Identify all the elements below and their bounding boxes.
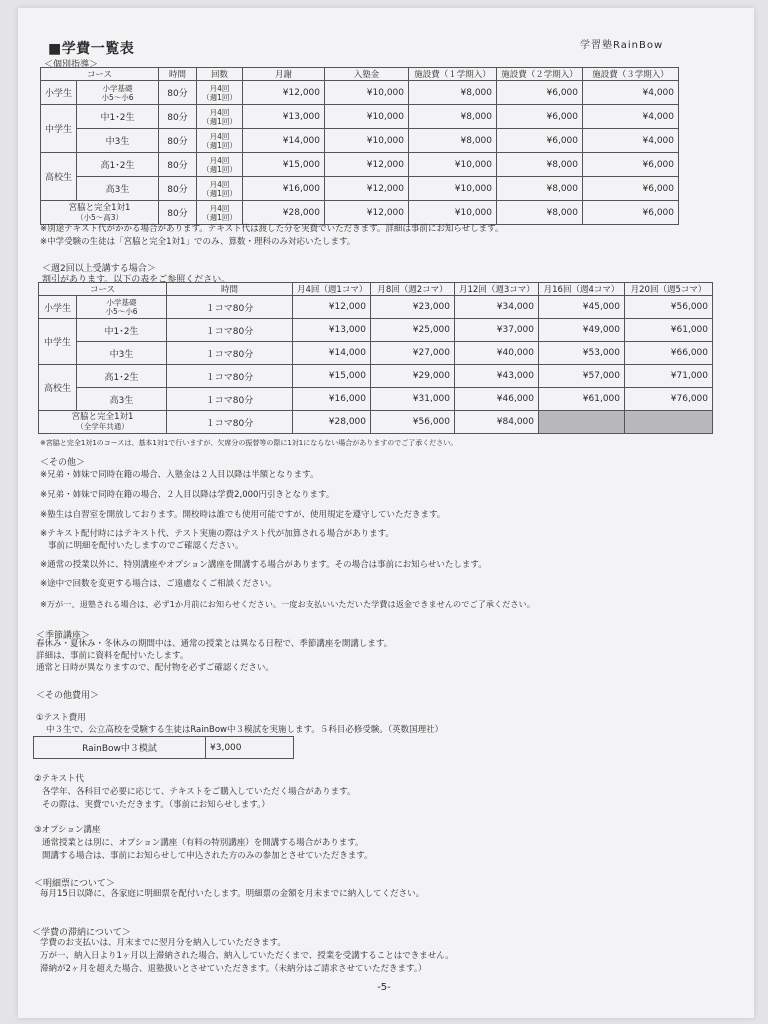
- statement-heading: ＜明細票について＞: [34, 879, 115, 889]
- table-row: 小学生 小学基礎 小5～小6 １コマ80分 ¥12,000 ¥23,000 ¥34,000 ¥45,000 ¥56,000: [39, 296, 713, 319]
- page-number: -5-: [377, 982, 391, 993]
- school-brand: 学習塾RainBow: [580, 40, 664, 51]
- seasonal-line: 通常と日時が異なりますので、配付物を必ずご確認ください。: [36, 663, 274, 673]
- unavailable-cell: [539, 411, 625, 434]
- group-label: 小学生: [41, 81, 77, 105]
- group-label: 中学生: [39, 319, 77, 365]
- mock-exam-price: ¥3,000: [206, 737, 294, 759]
- col-time: 時間: [167, 283, 293, 296]
- table-row: 高校生 高1･2生 80分 月4回 （週1回） ¥15,000 ¥12,000 ¥10,000 ¥8,000 ¥6,000: [41, 153, 679, 177]
- col-16x: 月16回（週4コマ）: [539, 283, 625, 296]
- group-label: 高校生: [39, 365, 77, 411]
- test-heading: ①テスト費用: [36, 713, 86, 723]
- option-heading: ③オプション講座: [34, 825, 101, 835]
- table-row: 中学生 中1･2生 80分 月4回 （週1回） ¥13,000 ¥10,000 ¥8,000 ¥6,000 ¥4,000: [41, 105, 679, 129]
- col-count: 回数: [197, 68, 243, 81]
- table-row: 高3生 80分 月4回 （週1回） ¥16,000 ¥12,000 ¥10,000 ¥8,000 ¥6,000: [41, 177, 679, 201]
- multi-fee-table: [38, 282, 713, 434]
- arrears-line: 滞納が2ヶ月を超えた場合、退塾扱いとさせていただきます。（未納分はご請求させていただきます。）: [40, 964, 427, 974]
- seasonal-line: 詳細は、事前に資料を配付いたします。: [36, 651, 189, 661]
- other-item: ※通常の授業以外に、特別講座やオプション講座を開講する場合があります。その場合は事前にお知らせいたします。: [40, 560, 487, 570]
- table-row: [34, 737, 294, 759]
- other-item: ※兄弟・姉妹で同時在籍の場合、２人目以降は学費2,000円引きとなります。: [40, 490, 335, 500]
- group-label: 高校生: [41, 153, 77, 201]
- arrears-line: 万が一、納入日より1ヶ月以上滞納された場合、納入していただくまで、授業を受講することはできません。: [40, 951, 454, 961]
- individual-note: ※中学受験の生徒は「宮脇と完全1対1」でのみ、算数・理科のみ対応いたします。: [40, 237, 356, 247]
- table-row: 中3生 80分 月4回 （週1回） ¥14,000 ¥10,000 ¥8,000 ¥6,000 ¥4,000: [41, 129, 679, 153]
- other-item: ※塾生は自習室を開放しております。開校時は誰でも使用可能ですが、使用規定を遵守していただきます。: [40, 510, 446, 520]
- test-desc: 中３生で、公立高校を受験する生徒はRainBow中３模試を実施します。５科目必修受験。（英数国理社）: [46, 725, 444, 735]
- col-time: 時間: [159, 68, 197, 81]
- other-costs-heading: ＜その他費用＞: [36, 691, 100, 701]
- col-monthly: 月謝: [243, 68, 325, 81]
- option-line: 通常授業とは別に、オプション講座（有料の特別講座）を開講する場合があります。: [42, 838, 364, 848]
- text-line: その際は、実費でいただきます。（事前にお知らせします。）: [42, 800, 270, 810]
- unavailable-cell: [625, 411, 713, 434]
- col-12x: 月12回（週3コマ）: [455, 283, 539, 296]
- statement-line: 毎月15日以降に、各家庭に明細票を配付いたします。明細票の金額を月末までに納入してください。: [40, 889, 425, 899]
- other-heading: ＜その他＞: [40, 458, 86, 468]
- col-8x: 月8回（週2コマ）: [371, 283, 455, 296]
- other-item: ※兄弟・姉妹で同時在籍の場合、入塾金は２人目以降は半額となります。: [40, 470, 319, 480]
- col-facility-1: 施設費（１学期入）: [409, 68, 497, 81]
- seasonal-heading: ＜季節講座＞: [36, 631, 91, 641]
- col-facility-3: 施設費（３学期入）: [583, 68, 679, 81]
- seasonal-line: 春休み・夏休み・冬休みの期間中は、通常の授業とは異なる日程で、季節講座を開講します。: [36, 639, 393, 649]
- table-header-row: [39, 283, 713, 296]
- table-row: 中3生 １コマ80分 ¥14,000 ¥27,000 ¥40,000 ¥53,000 ¥66,000: [39, 342, 713, 365]
- group-label: 中学生: [41, 105, 77, 153]
- text-line: 各学年、各科目で必要に応じて、テキストをご購入していただく場合があります。: [42, 787, 356, 797]
- individual-fee-table: [40, 67, 679, 225]
- group-label: 小学生: [39, 296, 77, 319]
- option-line: 開講する場合は、事前にお知らせして申込された方のみの参加とさせていただきます。: [42, 851, 373, 861]
- other-item: ※途中で回数を変更する場合は、ご遠慮なくご相談ください。: [40, 579, 277, 589]
- table-row: 高校生 高1･2生 １コマ80分 ¥15,000 ¥29,000 ¥43,000 ¥57,000 ¥71,000: [39, 365, 713, 388]
- multi-subheading: 割引があります。以下の表をご参照ください。: [42, 275, 231, 285]
- multi-heading: ＜週2回以上受講する場合＞: [42, 264, 156, 274]
- table-row: 小学生 小学基礎 小5～小6 80分 月4回 （週1回） ¥12,000 ¥10,000 ¥8,000 ¥6,000 ¥4,000: [41, 81, 679, 105]
- mock-exam-table: [33, 736, 294, 759]
- col-20x: 月20回（週5コマ）: [625, 283, 713, 296]
- table-row: 宮脇と完全1対1 （全学年共通） １コマ80分 ¥28,000 ¥56,000 ¥84,000: [39, 411, 713, 434]
- arrears-heading: ＜学費の滞納について＞: [32, 928, 131, 938]
- other-item: ※万が一、退塾される場合は、必ず1か月前にお知らせください。一度お支払いいただいた学費は返金できませんのでご了承ください。: [40, 599, 535, 609]
- table-row: 中学生 中1･2生 １コマ80分 ¥13,000 ¥25,000 ¥37,000 ¥49,000 ¥61,000: [39, 319, 713, 342]
- individual-heading: ＜個別指導＞: [44, 60, 99, 70]
- other-item: ※テキスト配付時にはテキスト代、テスト実施の際はテスト代が加算される場合があります。: [40, 529, 394, 539]
- arrears-line: 学費のお支払いは、月末までに翌月分を納入していただきます。: [40, 938, 286, 948]
- col-facility-2: 施設費（２学期入）: [497, 68, 583, 81]
- table-header-row: [41, 68, 679, 81]
- individual-note: ※別途テキスト代がかかる場合があります。テキスト代は渡した分を実費でいただきます。詳細は事前にお知らせします。: [40, 224, 504, 234]
- table-row: 宮脇と完全1対1 （小5～高3） 80分 月4回 （週1回） ¥28,000 ¥12,000 ¥10,000 ¥8,000 ¥6,000: [41, 201, 679, 225]
- text-heading: ②テキスト代: [34, 774, 84, 784]
- col-course: コース: [39, 283, 167, 296]
- col-entrance: 入塾金: [325, 68, 409, 81]
- page-title: ■学費一覧表: [48, 41, 135, 57]
- other-item: 事前に明細を配付いたしますのでご確認ください。: [48, 541, 244, 551]
- col-course: コース: [41, 68, 159, 81]
- col-4x: 月4回（週1コマ）: [293, 283, 371, 296]
- mock-exam-name: RainBow中３模試: [34, 737, 206, 759]
- multi-note: ※宮脇と完全1対1のコースは、基本1対1で行いますが、欠席分の振替等の際に1対1にならない場合がありますのでご了承ください。: [40, 439, 458, 447]
- table-row: 高3生 １コマ80分 ¥16,000 ¥31,000 ¥46,000 ¥61,000 ¥76,000: [39, 388, 713, 411]
